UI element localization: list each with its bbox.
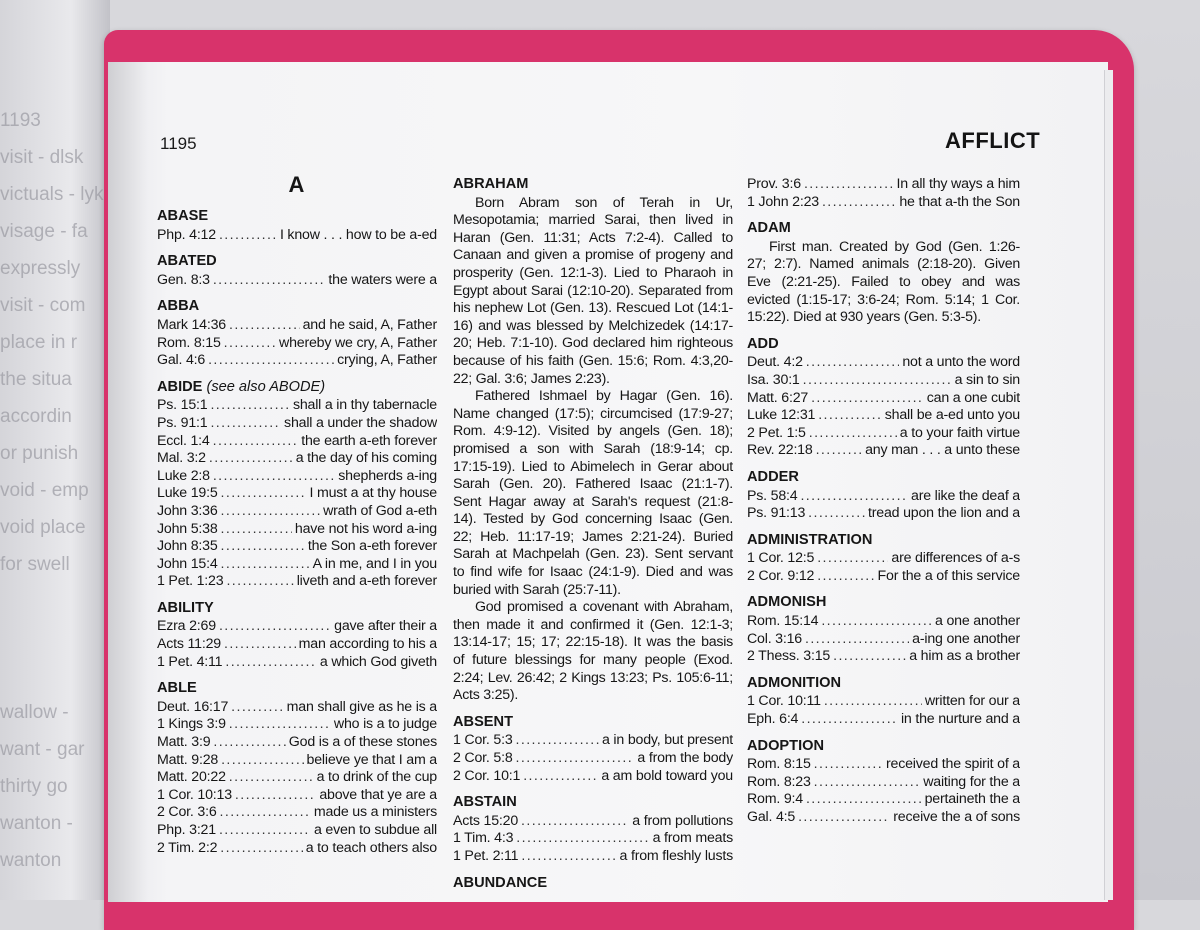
- page-number: 1195: [160, 134, 197, 153]
- entry-heading: [747, 738, 1020, 756]
- entry-heading-text: ADMINISTRATION: [747, 531, 873, 548]
- concordance-line: [157, 433, 437, 451]
- phrase-text: he that a-th the Son: [899, 193, 1020, 210]
- concordance-line: [453, 813, 733, 831]
- phrase-text: receive the a of sons: [893, 809, 1020, 825]
- leader-dots: [221, 752, 303, 770]
- scripture-reference: Ps. 15:1: [157, 397, 208, 414]
- phrase-text: a in body, but present: [602, 732, 733, 749]
- leader-dots: [814, 756, 883, 774]
- concordance-line: [157, 485, 437, 503]
- scripture-reference: Luke 2:8: [157, 467, 210, 484]
- section-letter: A: [288, 172, 306, 197]
- leader-dots: [208, 352, 334, 370]
- leader-dots: [516, 830, 649, 848]
- scripture-reference: Mark 14:36: [157, 316, 226, 333]
- concordance-line: [157, 716, 437, 734]
- entry-heading: [157, 208, 437, 226]
- phrase-text: not a unto the word: [902, 354, 1020, 371]
- leader-dots: [229, 769, 314, 787]
- scripture-reference: 2 Cor. 10:1: [453, 767, 521, 784]
- phrase-text: wrath of God a-eth: [323, 502, 437, 519]
- concordance-line: [157, 503, 437, 521]
- leader-dots: [220, 804, 311, 822]
- leader-dots: [804, 176, 894, 194]
- concordance-line: [747, 407, 1020, 425]
- leader-dots: [808, 505, 865, 523]
- scripture-reference: 2 Tim. 2:2: [157, 839, 218, 856]
- scripture-reference: Ezra 2:69: [157, 618, 216, 635]
- scripture-reference: Eph. 6:4: [747, 711, 799, 728]
- scripture-reference: Rom. 8:23: [747, 773, 811, 790]
- concordance-line: [747, 354, 1020, 372]
- leader-dots: [221, 538, 305, 556]
- concordance-line: [747, 631, 1020, 649]
- entry-heading: [157, 379, 437, 397]
- concordance-line: [157, 573, 437, 591]
- left-page-edge: [0, 0, 110, 900]
- leader-dots: [229, 317, 300, 335]
- leader-dots: [221, 521, 292, 539]
- left-page-text: void - emp: [0, 480, 89, 501]
- scripture-reference: Col. 3:16: [747, 630, 802, 647]
- concordance-line: [747, 176, 1020, 194]
- entry-heading-text: ABASE: [157, 208, 209, 224]
- leader-dots: [821, 613, 932, 631]
- leader-dots: [523, 768, 598, 786]
- left-page-text: visage - fa: [0, 221, 88, 242]
- phrase-text: received the spirit of a: [886, 756, 1020, 773]
- phrase-text: a one another: [935, 613, 1020, 630]
- scripture-reference: 1 Pet. 2:11: [453, 847, 519, 864]
- entry-heading: [747, 220, 1020, 238]
- column-2: [453, 176, 733, 893]
- phrase-text: above that ye are a: [319, 786, 437, 803]
- concordance-line: [157, 654, 437, 672]
- column-2-entries: [453, 176, 733, 892]
- leader-dots: [806, 354, 900, 372]
- entry-heading-text: ABSTAIN: [453, 794, 517, 811]
- leader-dots: [824, 693, 922, 711]
- leader-dots: [221, 485, 307, 503]
- entry-heading-note: (see also ABODE): [206, 378, 326, 395]
- entry-heading: [157, 600, 437, 618]
- scripture-reference: Luke 19:5: [157, 485, 218, 502]
- leader-dots: [516, 750, 635, 768]
- scripture-reference: 1 Pet. 4:11: [157, 653, 223, 670]
- concordance-line: [747, 791, 1020, 809]
- concordance-line: [157, 317, 437, 335]
- concordance-line: [157, 699, 437, 717]
- phrase-text: a him as a brother: [909, 648, 1020, 665]
- entry-heading-text: ABUNDANCE: [453, 874, 548, 891]
- phrase-text: the earth a-eth forever: [301, 432, 437, 449]
- phrase-text: a which God giveth: [319, 653, 437, 670]
- leader-dots: [213, 734, 285, 752]
- concordance-line: [157, 618, 437, 636]
- scripture-reference: 2 Cor. 9:12: [747, 567, 815, 584]
- phrase-text: and he said, A, Father: [302, 316, 437, 333]
- leader-dots: [226, 573, 293, 591]
- scripture-reference: Matt. 3:9: [157, 734, 211, 751]
- phrase-text: I know . . . how to be a-ed: [279, 226, 437, 243]
- entry-heading: [157, 298, 437, 316]
- leader-dots: [221, 503, 321, 521]
- phrase-text: in the nurture and a: [900, 711, 1020, 728]
- phrase-text: I must a at thy house: [309, 485, 437, 502]
- phrase-text: shall a in thy tabernacle: [292, 397, 437, 414]
- phrase-text: the Son a-eth forever: [307, 538, 437, 555]
- left-page-text: or punish: [0, 443, 79, 464]
- entry-heading-text: ABBA: [157, 298, 200, 315]
- concordance-line: [747, 488, 1020, 506]
- leader-dots: [521, 848, 616, 866]
- phrase-text: have not his word a-ing: [294, 520, 437, 537]
- phrase-text: shall be a-ed unto you: [884, 407, 1020, 424]
- concordance-line: [453, 848, 733, 866]
- phrase-text: a even to subdue all: [314, 822, 437, 838]
- phrase-text: pertaineth the a: [924, 791, 1020, 808]
- scripture-reference: Luke 12:31: [747, 407, 816, 424]
- phrase-text: made us a ministers: [313, 804, 437, 821]
- left-page-text: visit - dlsk: [0, 147, 84, 168]
- gutter-shadow: [108, 62, 148, 902]
- left-page-text: expressly: [0, 258, 81, 279]
- concordance-line: [157, 840, 437, 858]
- scripture-reference: 1 Cor. 10:11: [747, 693, 821, 710]
- scripture-reference: Rom. 9:4: [747, 791, 803, 808]
- entry-heading-text: ABRAHAM: [453, 176, 529, 192]
- scripture-reference: Rev. 22:18: [747, 442, 813, 459]
- left-page-text: want - gar: [0, 739, 85, 760]
- concordance-line: [157, 415, 437, 433]
- phrase-text: gave after their a: [334, 618, 437, 635]
- entry-paragraph: Fathered Ishmael by Hagar (Gen. 16). Name changed (17:5); circumcised (17:9-27; Rom. 4:9-12). Visited by angels (Gen. 18); promised a son with Sarah (18:9-14; cp. 17:15-19). Lied to Abimelech in Gerar about Sarah (Gen. 20). Fathered Isaac (21:1-7). Sent Hagar away at Sarah's request (21:8-14). Tested by God concerning Isaac (Gen. 22; Heb. 11:17-19; James 2:21-24). Buried Sarah at Machpelah (Gen. 23). Sent servant to find wife for Isaac (24:1-9). Died and was buried with Sarah (25:7-11).: [453, 388, 733, 598]
- phrase-text: a from pollutions: [632, 812, 733, 829]
- scripture-reference: Acts 15:20: [453, 812, 519, 829]
- concordance-line: [157, 752, 437, 770]
- entry-heading-text: ABIDE: [157, 378, 203, 395]
- phrase-text: a to teach others also: [305, 839, 437, 856]
- leader-dots: [814, 774, 921, 792]
- phrase-text: are differences of a-s: [891, 550, 1020, 567]
- entry-heading: [747, 675, 1020, 693]
- column-1: [157, 172, 437, 857]
- phrase-text: any man . . . a unto these: [865, 442, 1020, 459]
- scripture-reference: Ps. 91:1: [157, 414, 208, 431]
- scripture-reference: 1 Pet. 1:23: [157, 573, 224, 590]
- leader-dots: [809, 425, 897, 443]
- concordance-line: [453, 732, 733, 750]
- leader-dots: [817, 568, 874, 586]
- leader-dots: [231, 699, 283, 717]
- scripture-reference: 1 Cor. 12:5: [747, 550, 815, 567]
- concordance-line: [747, 505, 1020, 523]
- left-page-text: void place: [0, 517, 86, 538]
- entry-heading: [453, 875, 733, 893]
- phrase-text: whereby we cry, A, Father: [279, 334, 437, 351]
- concordance-line: [747, 390, 1020, 408]
- phrase-text: For the a of this service: [877, 567, 1020, 584]
- left-page-text: the situa: [0, 369, 72, 390]
- leader-dots: [221, 556, 310, 574]
- scripture-reference: Ps. 58:4: [747, 487, 798, 504]
- scripture-reference: John 3:36: [157, 502, 218, 519]
- scripture-reference: Gal. 4:5: [747, 809, 796, 825]
- running-head: AFFLICT: [945, 128, 1041, 153]
- scripture-reference: John 8:35: [157, 538, 218, 555]
- phrase-text: a to your faith virtue: [899, 424, 1020, 441]
- leader-dots: [210, 397, 289, 415]
- entry-heading: [157, 253, 437, 271]
- concordance-line: [453, 830, 733, 848]
- scripture-reference: Matt. 9:28: [157, 751, 219, 768]
- scripture-reference: 1 John 2:23: [747, 193, 819, 210]
- concordance-line: [157, 538, 437, 556]
- column-3: [747, 176, 1020, 827]
- leader-dots: [224, 636, 296, 654]
- entry-paragraph: First man. Created by God (Gen. 1:26-27; 2:7). Named animals (2:18-20). Given Eve (2:21-25). Failed to obey and was evicted (1:15-17; 3:6-24; Rom. 5:14; 1 Cor. 15:22). Died at 930 years (Gen. 5:3-5).: [747, 238, 1020, 326]
- entry-heading-text: ABSENT: [453, 713, 513, 730]
- left-page-text: visit - com: [0, 295, 86, 316]
- concordance-line: [747, 711, 1020, 729]
- scripture-reference: 1 Kings 3:9: [157, 716, 226, 733]
- concordance-line: [747, 809, 1020, 827]
- leader-dots: [229, 716, 331, 734]
- entry-heading-text: ADDER: [747, 468, 799, 485]
- scripture-reference: Eccl. 1:4: [157, 432, 210, 449]
- entry-heading: [747, 594, 1020, 612]
- scripture-reference: Isa. 30:1: [747, 371, 800, 388]
- column-3-entries: [747, 176, 1020, 827]
- phrase-text: man according to his a: [298, 636, 437, 653]
- concordance-line: [157, 227, 437, 245]
- left-page-text: wallow -: [0, 702, 69, 723]
- phrase-text: a am bold toward you: [601, 767, 733, 784]
- entry-heading: [157, 680, 437, 698]
- phrase-text: waiting for the a: [923, 773, 1020, 790]
- leader-dots: [219, 618, 331, 636]
- concordance-line: [747, 550, 1020, 568]
- leader-dots: [806, 791, 922, 809]
- scripture-reference: 1 Cor. 10:13: [157, 786, 232, 803]
- entry-heading: [453, 794, 733, 812]
- leader-dots: [817, 550, 888, 568]
- scripture-reference: 2 Thess. 3:15: [747, 648, 831, 665]
- entry-heading: [747, 336, 1020, 354]
- scripture-reference: 1 Cor. 5:3: [453, 732, 513, 749]
- leader-dots: [833, 648, 906, 666]
- phrase-text: can a one cubit: [926, 389, 1020, 406]
- leader-dots: [213, 468, 335, 486]
- scripture-reference: Matt. 20:22: [157, 769, 226, 786]
- leader-dots: [521, 813, 629, 831]
- scripture-reference: 1 Tim. 4:3: [453, 830, 514, 847]
- leader-dots: [800, 488, 908, 506]
- entry-heading-text: ABILITY: [157, 599, 214, 616]
- concordance-line: [157, 272, 437, 290]
- leader-dots: [822, 194, 896, 212]
- entry-paragraph: God promised a covenant with Abraham, then made it and confirmed it (Gen. 12:1-3; 13:14-17; 15; 17; 22:15-18). It was the basis of future blessings for many people (Exod. 2:24; Lev. 26:42; 2 Kings 13:23; Ps. 105:6-11; Acts 3:25).: [453, 599, 733, 704]
- concordance-line: [157, 450, 437, 468]
- phrase-text: believe ye that I am a: [306, 751, 437, 768]
- concordance-line: [747, 442, 1020, 460]
- entry-heading-text: ADD: [747, 335, 779, 352]
- scripture-reference: 2 Pet. 1:5: [747, 424, 806, 441]
- concordance-line: [157, 397, 437, 415]
- leader-dots: [210, 415, 281, 433]
- scripture-reference: 2 Cor. 5:8: [453, 750, 513, 766]
- leader-dots: [225, 654, 317, 672]
- concordance-line: [747, 774, 1020, 792]
- entry-heading-text: ADOPTION: [747, 737, 825, 754]
- entry-heading: [453, 176, 733, 194]
- left-page-text: place in r: [0, 332, 78, 353]
- concordance-line: [157, 468, 437, 486]
- concordance-line: [157, 804, 437, 822]
- phrase-text: the waters were a: [328, 271, 437, 288]
- left-page-text: accordin: [0, 406, 72, 427]
- phrase-text: God is a of these stones: [288, 734, 437, 751]
- scripture-reference: Php. 3:21: [157, 822, 216, 838]
- concordance-line: [157, 822, 437, 840]
- concordance-line: [747, 194, 1020, 212]
- leader-dots: [816, 442, 863, 460]
- entry-heading: [747, 532, 1020, 550]
- leader-dots: [801, 711, 898, 729]
- entry-heading-text: ADMONISH: [747, 594, 827, 611]
- concordance-line: [157, 335, 437, 353]
- scripture-reference: Deut. 16:17: [157, 698, 229, 715]
- page-edge: [1104, 70, 1113, 900]
- left-page-text: victuals - lyk: [0, 184, 104, 205]
- scripture-reference: John 5:38: [157, 520, 218, 537]
- concordance-line: [157, 556, 437, 574]
- phrase-text: man shall give as he is a: [286, 698, 437, 715]
- concordance-line: [453, 768, 733, 786]
- concordance-line: [747, 693, 1020, 711]
- scripture-reference: Gen. 8:3: [157, 271, 210, 288]
- entry-heading-text: ADMONITION: [747, 674, 842, 691]
- phrase-text: A in me, and I in you: [312, 555, 437, 572]
- left-page-text: wanton -: [0, 813, 73, 834]
- phrase-text: shall a under the shadow: [284, 414, 437, 431]
- entry-heading: [747, 469, 1020, 487]
- leader-dots: [803, 372, 952, 390]
- phrase-text: a from the body: [637, 750, 733, 766]
- leader-dots: [220, 840, 302, 858]
- concordance-line: [747, 648, 1020, 666]
- leader-dots: [213, 433, 299, 451]
- scripture-reference: Rom. 8:15: [747, 756, 811, 773]
- leader-dots: [798, 809, 890, 827]
- left-page-text: thirty go: [0, 776, 68, 797]
- concordance-line: [157, 636, 437, 654]
- concordance-line: [747, 372, 1020, 390]
- scripture-reference: Acts 11:29: [157, 636, 221, 653]
- phrase-text: shepherds a-ing: [338, 467, 437, 484]
- phrase-text: a-ing one another: [912, 630, 1020, 647]
- scripture-reference: Php. 4:12: [157, 226, 216, 243]
- leader-dots: [235, 787, 316, 805]
- concordance-line: [157, 521, 437, 539]
- leader-dots: [818, 407, 882, 425]
- leader-dots: [805, 631, 909, 649]
- left-page-text: for swell: [0, 554, 70, 575]
- entry-heading-text: ABLE: [157, 680, 197, 697]
- concordance-line: [157, 787, 437, 805]
- concordance-line: [747, 613, 1020, 631]
- phrase-text: are like the deaf a: [911, 487, 1020, 504]
- entry-heading: [453, 714, 733, 732]
- scripture-reference: Deut. 4:2: [747, 354, 803, 371]
- phrase-text: crying, A, Father: [337, 352, 437, 369]
- phrase-text: who is a to judge: [333, 716, 437, 733]
- concordance-line: [747, 756, 1020, 774]
- left-page-text: 1193: [0, 110, 41, 131]
- phrase-text: a sin to sin: [954, 371, 1020, 388]
- leader-dots: [213, 272, 326, 290]
- concordance-line: [453, 750, 733, 768]
- entry-paragraph: Born Abram son of Terah in Ur, Mesopotamia; married Sarai, then lived in Haran (Gen. 11:31; Acts 7:2-4). Called to Canaan and given a promise of progeny and prosperity (Gen. 12:1-3). Lied to Pharaoh in Egypt about Sarai (12:10-20). Separated from his nephew Lot (Gen. 13). Rescued Lot (14:1-16) and was blessed by Melchizedek (14:17-20; Heb. 7:1-10). God declared him righteous because of his faith (Gen. 15:6; Rom. 4:3,20-22; Gal. 3:6; James 2:23).: [453, 194, 733, 387]
- scripture-reference: Rom. 8:15: [157, 334, 221, 351]
- phrase-text: a from meats: [652, 830, 733, 847]
- concordance-line: [157, 352, 437, 370]
- concordance-line: [747, 568, 1020, 586]
- phrase-text: In all thy ways a him: [896, 176, 1020, 192]
- scripture-reference: John 15:4: [157, 555, 218, 572]
- leader-dots: [219, 227, 277, 245]
- entry-heading-text: ADAM: [747, 220, 791, 237]
- leader-dots: [516, 732, 599, 750]
- scripture-reference: Ps. 91:13: [747, 505, 806, 522]
- scripture-reference: Prov. 3:6: [747, 176, 801, 192]
- concordance-line: [157, 769, 437, 787]
- scripture-reference: Mal. 3:2: [157, 450, 206, 467]
- phrase-text: liveth and a-eth forever: [296, 573, 437, 590]
- entry-heading-text: ABATED: [157, 253, 217, 270]
- concordance-line: [157, 734, 437, 752]
- concordance-line: [747, 425, 1020, 443]
- scripture-reference: Rom. 15:14: [747, 613, 819, 630]
- column-1-entries: [157, 208, 437, 857]
- leader-dots: [219, 822, 311, 840]
- leader-dots: [811, 390, 924, 408]
- scripture-reference: 2 Cor. 3:6: [157, 804, 217, 821]
- phrase-text: a the day of his coming: [295, 450, 437, 467]
- leader-dots: [224, 335, 276, 353]
- phrase-text: a to drink of the cup: [316, 769, 437, 786]
- scripture-reference: Matt. 6:27: [747, 389, 809, 406]
- phrase-text: tread upon the lion and a: [868, 505, 1020, 522]
- phrase-text: written for our a: [924, 693, 1020, 710]
- phrase-text: a from fleshly lusts: [619, 847, 733, 864]
- scripture-reference: Gal. 4:6: [157, 352, 206, 369]
- left-page-text: wanton: [0, 850, 62, 871]
- leader-dots: [209, 450, 293, 468]
